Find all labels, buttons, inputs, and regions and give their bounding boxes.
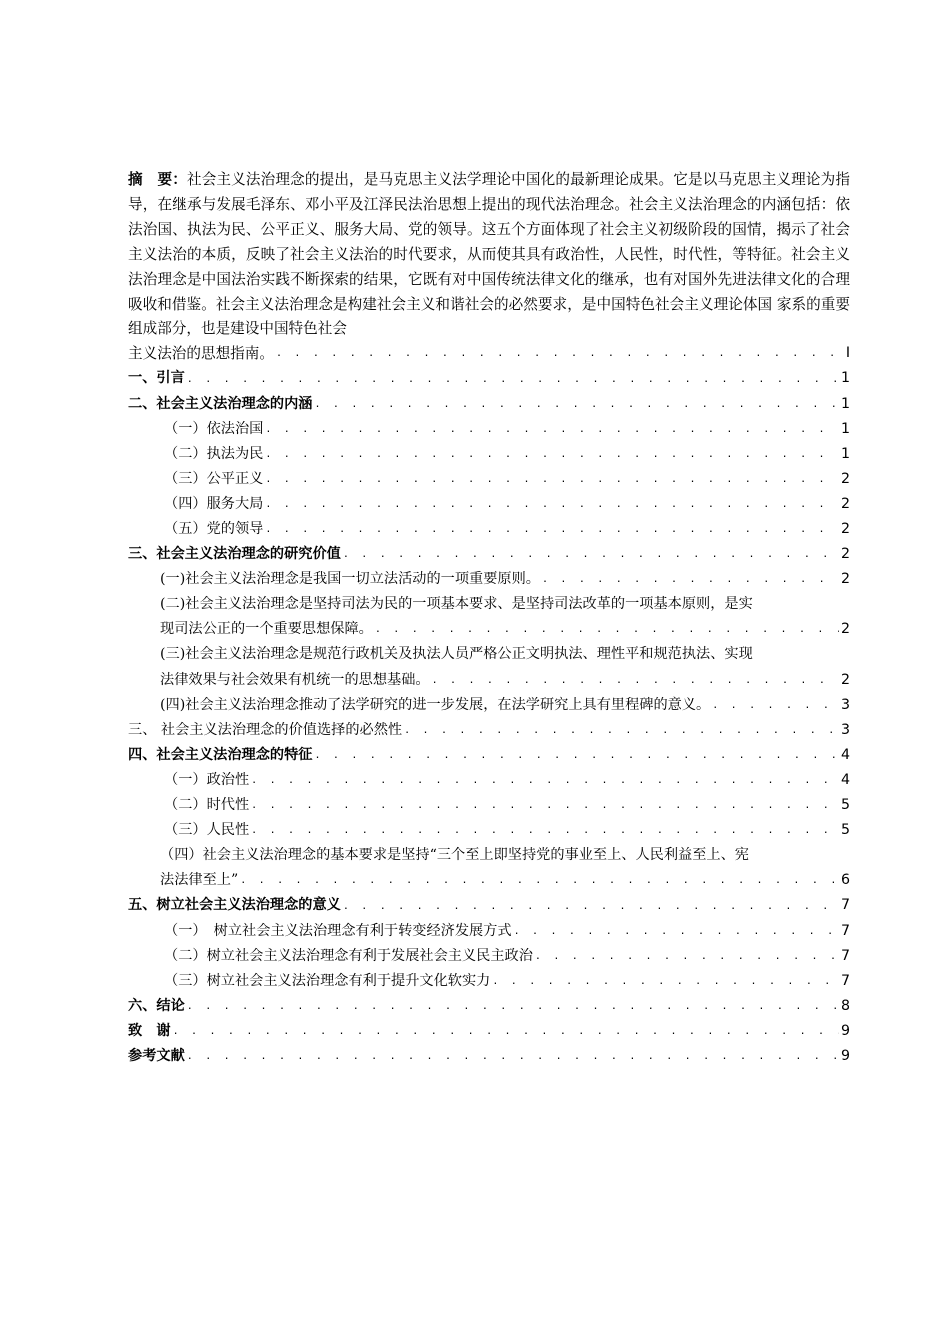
toc-entry-era[interactable] <box>128 793 850 818</box>
toc-entry-research-3[interactable] <box>128 642 850 692</box>
dot-leader <box>535 949 839 965</box>
dot-leader <box>542 572 839 588</box>
page-number: 1 <box>840 420 850 437</box>
toc-entry-overall[interactable] <box>128 492 850 517</box>
toc-title: （三）人民性 <box>164 822 250 839</box>
dot-leader <box>404 723 839 739</box>
toc-entry-three-supremes[interactable] <box>128 843 850 893</box>
toc-title: （二）时代性 <box>164 797 250 814</box>
dot-leader <box>187 1049 839 1065</box>
toc-title-line: (三)社会主义法治理念是规范行政机关及执法人员严格公正文明执法、理性平和规范执法、实现 <box>160 646 753 663</box>
toc-title: （一）政治性 <box>164 771 250 788</box>
page-number: 4 <box>840 746 850 763</box>
toc-entry-rule-of-law[interactable] <box>128 417 850 442</box>
page-number: 8 <box>840 997 850 1014</box>
dot-leader <box>276 346 844 362</box>
toc-entry-party[interactable] <box>128 517 850 542</box>
page-number: 7 <box>840 972 850 989</box>
page-number: 2 <box>840 521 850 537</box>
dot-leader <box>375 622 839 638</box>
toc-entry-conclusion[interactable] <box>128 994 850 1019</box>
page-number: 3 <box>840 696 850 713</box>
page-number: 2 <box>840 470 850 487</box>
dot-leader <box>432 673 839 689</box>
toc-entry-connotation[interactable] <box>128 392 850 417</box>
toc-title: 三、 社会主义法治理念的价值选择的必然性 <box>128 721 403 738</box>
dot-leader <box>251 823 839 839</box>
dot-leader <box>251 798 839 814</box>
abstract-last-line: 主义法治的思想指南。 <box>128 345 274 363</box>
toc-title-line: (二)社会主义法治理念是坚持司法为民的一项基本要求、是坚持司法改革的一项基本原则，是实 <box>160 596 753 613</box>
toc-entry-significance[interactable] <box>128 893 850 918</box>
page-number: 1 <box>840 370 850 387</box>
toc-title: 四、社会主义法治理念的特征 <box>128 746 313 763</box>
toc-entry-justice[interactable] <box>128 467 850 492</box>
abstract-toc-entry[interactable] <box>128 341 850 366</box>
dot-leader <box>514 924 839 940</box>
page-number: 1 <box>840 395 850 412</box>
dot-leader <box>187 999 839 1015</box>
page-number: 1 <box>840 445 850 462</box>
page-number: 7 <box>840 947 850 964</box>
toc-title: (一)社会主义法治理念是我国一切立法活动的一项重要原则。 <box>160 571 540 588</box>
toc-title-line: （四）社会主义法治理念的基本要求是坚持“三个至上即坚持党的事业至上、人民利益至上、宪 <box>160 847 749 864</box>
toc-title: （三）公平正义 <box>164 470 264 487</box>
dot-leader <box>265 497 839 513</box>
toc-title-line: 现司法公正的一个重要思想保障。 <box>160 621 373 638</box>
toc-title: （一）依法治国 <box>164 420 264 437</box>
page-number: I <box>845 345 850 362</box>
toc-entry-research-4[interactable] <box>128 693 850 718</box>
toc-title: 致 谢 <box>128 1022 171 1039</box>
page-number: 9 <box>840 1022 850 1039</box>
toc-entry-features[interactable] <box>128 743 850 768</box>
toc-title: 五、树立社会主义法治理念的意义 <box>128 897 341 914</box>
toc-title: （三）树立社会主义法治理念有利于提升文化软实力 <box>164 972 491 989</box>
toc-entry-acknowledgements[interactable] <box>128 1019 850 1044</box>
toc-entry-intro[interactable] <box>128 366 850 391</box>
dot-leader <box>265 422 839 438</box>
dot-leader <box>314 397 839 413</box>
toc-title-line: 法律效果与社会效果有机统一的思想基础。 <box>160 671 430 688</box>
toc-entry-political[interactable] <box>128 768 850 793</box>
page-number: 5 <box>840 797 850 814</box>
page-number: 5 <box>840 822 850 839</box>
toc-title: 三、社会主义法治理念的研究价值 <box>128 546 341 563</box>
toc-title: （一） 树立社会主义法治理念有利于转变经济发展方式 <box>164 922 512 939</box>
toc-entry-people[interactable] <box>128 818 850 843</box>
table-of-contents <box>128 366 850 1069</box>
toc-entry-economy[interactable] <box>128 919 850 944</box>
page-number: 2 <box>840 571 850 588</box>
toc-title: （四）服务大局 <box>164 495 264 512</box>
dot-leader <box>343 899 839 915</box>
dot-leader <box>187 372 839 388</box>
toc-title: 二、社会主义法治理念的内涵 <box>128 395 313 412</box>
toc-entry-for-people[interactable] <box>128 442 850 467</box>
page-number: 9 <box>840 1047 850 1064</box>
dot-leader <box>265 472 839 488</box>
page-number: 7 <box>840 897 850 914</box>
toc-entry-soft-power[interactable] <box>128 969 850 994</box>
page-number: 6 <box>840 872 850 889</box>
page-number: 2 <box>840 546 850 563</box>
dot-leader <box>492 974 839 990</box>
toc-title: （五）党的领导 <box>164 521 264 537</box>
page-number: 2 <box>840 671 850 688</box>
toc-title: 参考文献 <box>128 1047 185 1064</box>
toc-title: (四)社会主义法治理念推动了法学研究的进一步发展，在法学研究上具有里程碑的意义。 <box>160 696 711 713</box>
toc-entry-research-value[interactable] <box>128 542 850 567</box>
toc-title: 一、引言 <box>128 370 185 387</box>
toc-title: （二）树立社会主义法治理念有利于发展社会主义民主政治 <box>164 947 533 964</box>
toc-entry-democracy[interactable] <box>128 944 850 969</box>
dot-leader <box>265 522 839 538</box>
dot-leader <box>251 773 839 789</box>
toc-title-line: 法法律至上” <box>160 872 239 889</box>
abstract-text: 社会主义法治理念的提出，是马克思主义法学理论中国化的最新理论成果。它是以马克思主义理论为指导，在继承与发展毛泽东、邓小平及江泽民法治思想上提出的现代法治理念。社会主义法治理念的内涵包括：依法治国、执法为民、公平正义、服务大局、党的领导。这五个方面体现了社会主义初级阶段的国情，揭示了社会主义法治的本质，反映了社会主义法治的时代要求，从而使其具有政治性，人民性，时代性，等特征。社会主义法治理念是中国法治实践不断探索的结果，它既有对中国传统法律文化的继承，也有对国外先进法律文化的合理吸收和借鉴。社会主义法治理念是构建社会主义和谐社会的必然要求，是中国特色社会主义理论体国 家系的重要组成部分，也是建设中国特色社会 <box>128 171 850 338</box>
document-page <box>128 168 850 1069</box>
dot-leader <box>265 447 839 463</box>
page-number: 2 <box>840 621 850 638</box>
toc-entry-research-1[interactable] <box>128 567 850 592</box>
toc-entry-research-2[interactable] <box>128 592 850 642</box>
toc-title: 六、结论 <box>128 997 185 1014</box>
dot-leader <box>173 1024 839 1040</box>
page-number: 3 <box>840 721 850 738</box>
dot-leader <box>240 873 839 889</box>
page-number: 2 <box>840 495 850 512</box>
page-number: 7 <box>840 922 850 939</box>
dot-leader <box>712 698 839 714</box>
abstract-block <box>128 168 850 342</box>
toc-entry-value-choice[interactable] <box>128 718 850 743</box>
dot-leader <box>314 748 839 764</box>
dot-leader <box>343 547 839 563</box>
abstract-label: 摘 要： <box>128 171 187 188</box>
toc-entry-references[interactable] <box>128 1044 850 1069</box>
toc-title: （二）执法为民 <box>164 445 264 462</box>
page-number: 4 <box>840 771 850 788</box>
